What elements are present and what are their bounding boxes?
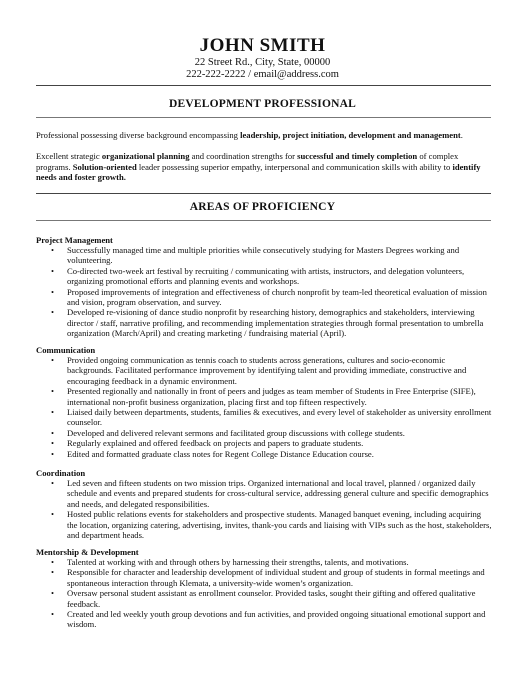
bullet-text: Presented regionally and nationally in front of peers and judges as team member of Students in Free Enterprise (SIFE), international non-profit business organization, placing first and top fifteen respectively. <box>67 386 476 407</box>
proficiency-title: AREAS OF PROFICIENCY <box>189 201 336 213</box>
emphasis-text: identify needs and foster growth. <box>36 161 481 183</box>
bullet-item <box>36 355 492 386</box>
bullet-icon: • <box>51 307 55 318</box>
bullet-text: Co-directed two-week art festival by recruiting / communicating with artists, instructors, and delegation volunteers, organizing promotional efforts and planning events and workshops. <box>67 265 465 287</box>
section-heading-project-management: Project Management <box>36 235 113 245</box>
bullet-text: Developed and delivered relevant sermons and facilitated group discussions with college students. <box>67 427 405 438</box>
bullet-icon: • <box>51 438 55 449</box>
bullet-item <box>36 557 492 567</box>
bullet-item <box>36 478 492 509</box>
summary-paragraph-2 <box>36 151 494 183</box>
address-line: 22 Street Rd., City, State, 00000 <box>194 57 331 68</box>
bullet-icon: • <box>51 427 55 438</box>
header-divider-bottom <box>36 117 491 118</box>
bullet-item <box>36 266 492 287</box>
bullet-icon: • <box>51 609 55 620</box>
bullet-text: Responsible for character and leadership development of individual student and group of students in formal meetings and spontaneous interaction through Klemata, a university-wide women’s organization. <box>67 567 485 588</box>
section-heading-coordination: Coordination <box>36 468 86 478</box>
bullet-icon: • <box>51 355 55 365</box>
bullet-icon: • <box>51 448 55 459</box>
bullet-item <box>36 509 492 540</box>
bullet-icon: • <box>51 509 55 520</box>
bullet-item <box>36 438 492 448</box>
bullet-item <box>36 588 492 609</box>
bullet-item <box>36 567 492 588</box>
bullet-item <box>36 449 492 459</box>
bullet-text: Created and led weekly youth group devotions and fun activities, and provided ongoing situational emotional support and wisdom. <box>67 609 486 630</box>
candidate-name: JOHN SMITH <box>199 35 326 56</box>
summary-text: . <box>460 130 463 140</box>
coordination-list <box>36 478 492 540</box>
bullet-text: Developed re-visioning of dance studio nonprofit by researching history, demographics and stakeholders, interviewing director / staff, narrative profiling, and recommending implementation strategies through formal presentation to umbrella organization (March/April) and creating marketing / fundraising material (April). <box>67 307 484 339</box>
mentorship-development-list <box>36 557 492 630</box>
emphasis-text: leadership, project initiation, development and management <box>240 130 461 140</box>
bullet-item <box>36 407 492 428</box>
bullet-icon: • <box>51 407 55 418</box>
bullet-text: Proposed improvements of integration and effectiveness of church nonprofit by team-led theoretical evaluation of mission and vision, program observation, and survey. <box>67 286 487 308</box>
section-heading-mentorship-development: Mentorship & Development <box>36 547 139 557</box>
bullet-item <box>36 428 492 438</box>
bullet-icon: • <box>51 478 55 488</box>
bullet-text: Hosted public relations events for stakeholders and prospective students. Managed banquet evening, including acquiring the location, organizing catering, advertising, invites, thank-you cards and liaising with VIPs such as the host, stakeholders, and department heads. <box>67 509 492 541</box>
bullet-icon: • <box>51 265 55 276</box>
bullet-icon: • <box>51 588 55 599</box>
section-heading-communication: Communication <box>36 345 96 355</box>
header-divider-top <box>36 85 491 86</box>
bullet-item <box>36 609 492 630</box>
bullet-icon: • <box>51 567 55 578</box>
bullet-text: Edited and formatted graduate class notes for Regent College Distance Education course. <box>67 448 374 459</box>
bullet-text: Liaised daily between departments, students, families & executives, and every level of stakeholder as university enrollment counselor. <box>67 407 492 428</box>
bullet-text: Regularly explained and offered feedback on projects and papers to graduate students. <box>67 438 364 449</box>
proficiency-divider-bottom <box>36 220 491 221</box>
emphasis-text: organizational planning <box>101 151 190 161</box>
bullet-text: Talented at working with and through others by harnessing their strengths, talents, and motivations. <box>67 557 409 567</box>
bullet-text: Oversaw personal student assistant as enrollment counselor. Provided tasks, sought their gifting and offered qualitative feedback. <box>67 588 476 609</box>
contact-line: 222-222-2222 / email@address.com <box>186 69 339 80</box>
emphasis-text: Solution-oriented <box>72 161 137 172</box>
summary-text: Excellent strategic <box>36 151 102 161</box>
bullet-item <box>36 245 492 266</box>
bullet-text: Provided ongoing communication as tennis coach to students across generations, cultures and socio-economic backgrounds. Facilitated performance improvement by identifying talent and providing immediate, constructive and encouraging feedback in a dynamic environment. <box>67 355 467 386</box>
bullet-icon: • <box>51 386 55 397</box>
summary-text: and coordination strengths for <box>189 151 298 161</box>
communication-list <box>36 355 492 459</box>
professional-title: DEVELOPMENT PROFESSIONAL <box>168 98 357 110</box>
bullet-text: Led seven and fifteen students on two mission trips. Organized international and local travel, planned / organized daily schedule and events and prepared students for cross-cultural service, addressing general culture and specific demographics and needs, and delegated responsibilities. <box>67 478 489 509</box>
summary-paragraph-1 <box>36 130 494 141</box>
bullet-item <box>36 287 492 308</box>
bullet-icon: • <box>51 245 55 255</box>
bullet-item <box>36 307 492 338</box>
summary-text: Professional possessing diverse background encompassing <box>36 130 241 140</box>
project-management-list <box>36 245 492 339</box>
bullet-icon: • <box>51 557 55 567</box>
summary-text: leader possessing superior empathy, interpersonal and communication skills with ability to <box>136 161 453 172</box>
summary-text: of complex programs. <box>36 151 459 172</box>
emphasis-text: successful and timely completion <box>297 151 418 161</box>
proficiency-divider-top <box>36 193 491 194</box>
bullet-icon: • <box>51 286 55 297</box>
bullet-text: Successfully managed time and multiple priorities while consecutively studying for Masters Degrees working and volunteering. <box>67 245 460 266</box>
bullet-item <box>36 386 492 407</box>
